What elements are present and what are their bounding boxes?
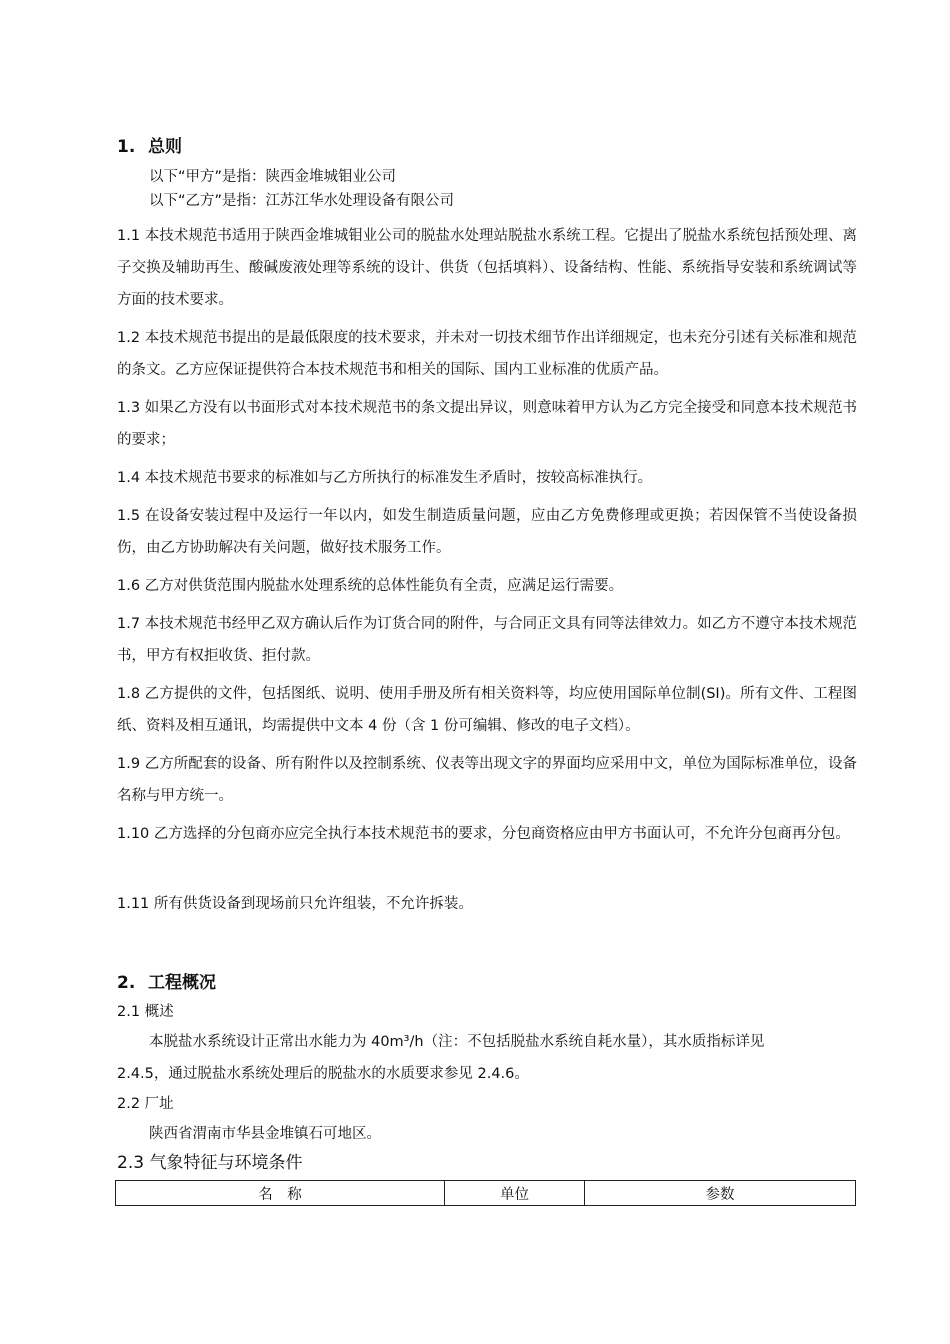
site-text: 陕西省渭南市华县金堆镇石可地区。 — [149, 1126, 381, 1142]
clause-1-10: 1.10 乙方选择的分包商亦应完全执行本技术规范书的要求，分包商资格应由甲方书面认可，不允许分包商再分包。 — [117, 826, 850, 842]
clause-1-11: 1.11 所有供货设备到现场前只允许组装，不允许拆装。 — [117, 896, 473, 912]
section-number: 1. — [117, 137, 136, 157]
overview-text-line-1: 本脱盐水系统设计正常出水能力为 40m³/h（注：不包括脱盐水系统自耗水量），其水质指标详见 — [149, 1034, 765, 1050]
clause-1-4: 1.4 本技术规范书要求的标准如与乙方所执行的标准发生矛盾时，按较高标准执行。 — [117, 470, 653, 486]
overview-heading: 2.1 概述 — [117, 1004, 174, 1020]
table-header-row — [116, 1181, 856, 1206]
clause-1-5: 1.5 在设备安装过程中及运行一年以内，如发生制造质量问题，应由乙方免费修理或更换；若因保管不当使设备损伤，由乙方协助解决有关问题，做好技术服务工作。 — [117, 508, 857, 556]
table-header-unit: 单位 — [445, 1181, 585, 1206]
climate-heading: 2.3 气象特征与环境条件 — [117, 1153, 303, 1173]
clause-1-7: 1.7 本技术规范书经甲乙双方确认后作为订货合同的附件，与合同正文具有同等法律效力。如乙方不遵守本技术规范书，甲方有权拒收货、拒付款。 — [117, 616, 857, 664]
table-header-parameter: 参数 — [585, 1181, 856, 1206]
clause-1-6: 1.6 乙方对供货范围内脱盐水处理系统的总体性能负有全责，应满足运行需要。 — [117, 578, 624, 594]
table-header-name: 名 称 — [116, 1181, 445, 1206]
section-number: 2. — [117, 973, 136, 993]
section-title: 工程概况 — [148, 973, 216, 993]
clause-1-9: 1.9 乙方所配套的设备、所有附件以及控制系统、仪表等出现文字的界面均应采用中文，单位为国际标准单位，设备名称与甲方统一。 — [117, 756, 857, 804]
section-1-heading — [117, 136, 182, 158]
clause-1-8: 1.8 乙方提供的文件，包括图纸、说明、使用手册及所有相关资料等，均应使用国际单位制(SI)。所有文件、工程图纸、资料及相互通讯，均需提供中文本 4 份（含 1 份可编辑、修改的电子文档）。 — [117, 686, 857, 734]
section-2-heading — [117, 972, 216, 994]
site-heading: 2.2 厂址 — [117, 1096, 174, 1112]
climate-conditions-table — [115, 1180, 856, 1206]
overview-text-line-2: 2.4.5，通过脱盐水系统处理后的脱盐水的水质要求参见 2.4.6。 — [117, 1066, 529, 1082]
clause-1-2: 1.2 本技术规范书提出的是最低限度的技术要求，并未对一切技术细节作出详细规定，也未充分引述有关标准和规范的条文。乙方应保证提供符合本技术规范书和相关的国际、国内工业标准的优质产品。 — [117, 330, 857, 378]
party-b-definition: 以下“乙方”是指：江苏江华水处理设备有限公司 — [149, 193, 455, 209]
section-title: 总则 — [148, 137, 182, 157]
clause-1-1: 1.1 本技术规范书适用于陕西金堆城钼业公司的脱盐水处理站脱盐水系统工程。它提出了脱盐水系统包括预处理、离子交换及辅助再生、酸碱废液处理等系统的设计、供货（包括填料）、设备结构、性能、系统指导安装和系统调试等方面的技术要求。 — [117, 228, 857, 308]
party-a-definition: 以下“甲方”是指：陕西金堆城钼业公司 — [149, 169, 397, 185]
clause-1-3: 1.3 如果乙方没有以书面形式对本技术规范书的条文提出异议，则意味着甲方认为乙方完全接受和同意本技术规范书的要求； — [117, 400, 857, 448]
